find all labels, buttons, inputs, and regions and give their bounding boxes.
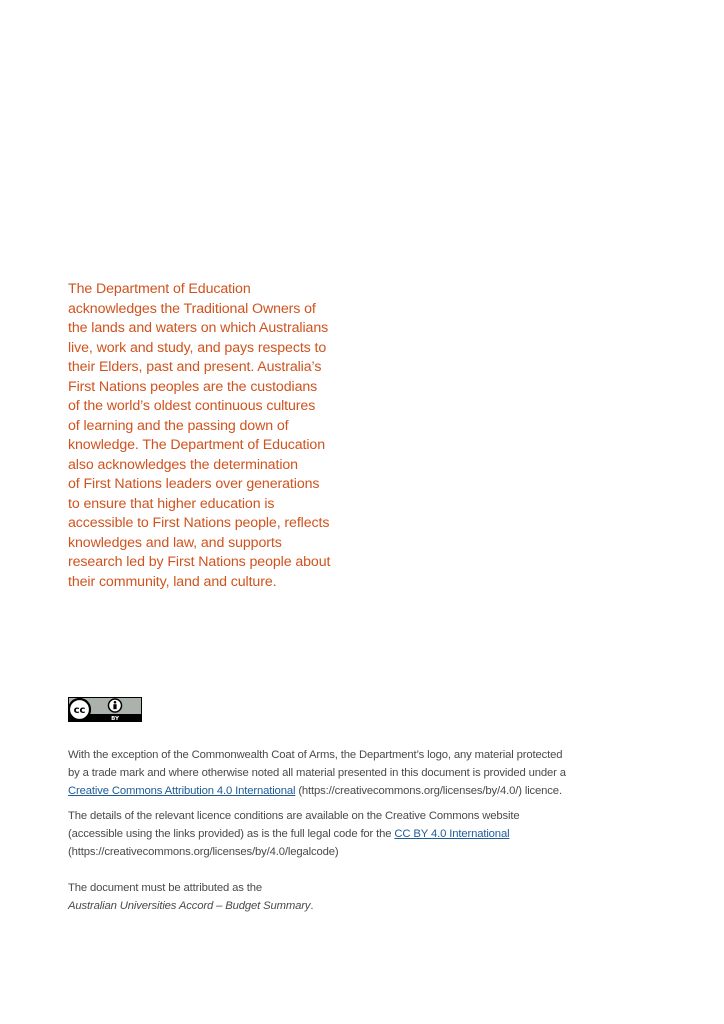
ack-line: acknowledges the Traditional Owners of [68,300,316,317]
cc-attribution-link[interactable]: Creative Commons Attribution 4.0 International [68,785,296,797]
licence-url: (https://creativecommons.org/licenses/by/4.0/) licence. [295,785,562,797]
licence-statement [68,746,638,800]
licence-line: by a trade mark and where otherwise noted all material presented in this document is provided under a [68,767,566,779]
document-title: Australian Universities Accord – Budget Summary [68,900,311,912]
ack-line: their community, land and culture. [68,573,277,590]
ack-line: their Elders, past and present. Australia’s [68,359,322,375]
licence-details [68,807,638,861]
attribution-end: . [310,900,314,912]
ack-line: research led by First Nations people about [68,554,331,570]
ack-line: of learning and the passing down of [68,417,289,434]
cc-label: cc [73,705,86,716]
legalcode-url: (https://creativecommons.org/licenses/by/4.0/legalcode) [68,846,339,858]
ack-line: knowledge. The Department of Education [68,437,325,453]
attribution-line: The document must be attributed as the [68,882,262,894]
ack-line: live, work and study, and pays respects to [68,339,327,356]
ack-line: of First Nations leaders over generations [68,476,320,492]
ack-line: The Department of Education [68,281,251,297]
ack-line: also acknowledges the determination [68,456,298,473]
attribution-statement [68,879,638,915]
ack-line: of the world’s oldest continuous cultures [68,398,316,414]
cc-by-license-icon [68,697,142,722]
cc-by-legalcode-link[interactable]: CC BY 4.0 International [394,828,510,840]
acknowledgement-of-country [68,280,358,592]
details-line: (accessible using the links provided) as is the full legal code for the [68,828,395,840]
licence-line: With the exception of the Commonwealth Coat of Arms, the Department’s logo, any material protected [68,749,563,761]
ack-line: accessible to First Nations people, reflects [68,515,330,531]
cc-by-badge-graphic [68,697,142,722]
ack-line: the lands and waters on which Australians [68,320,329,336]
ack-line: to ensure that higher education is [68,495,275,512]
details-line: The details of the relevant licence conditions are available on the Creative Commons website [68,810,520,822]
ack-line: First Nations peoples are the custodians [68,378,318,395]
by-label: BY [111,716,119,722]
ack-line: knowledges and law, and supports [68,534,282,551]
